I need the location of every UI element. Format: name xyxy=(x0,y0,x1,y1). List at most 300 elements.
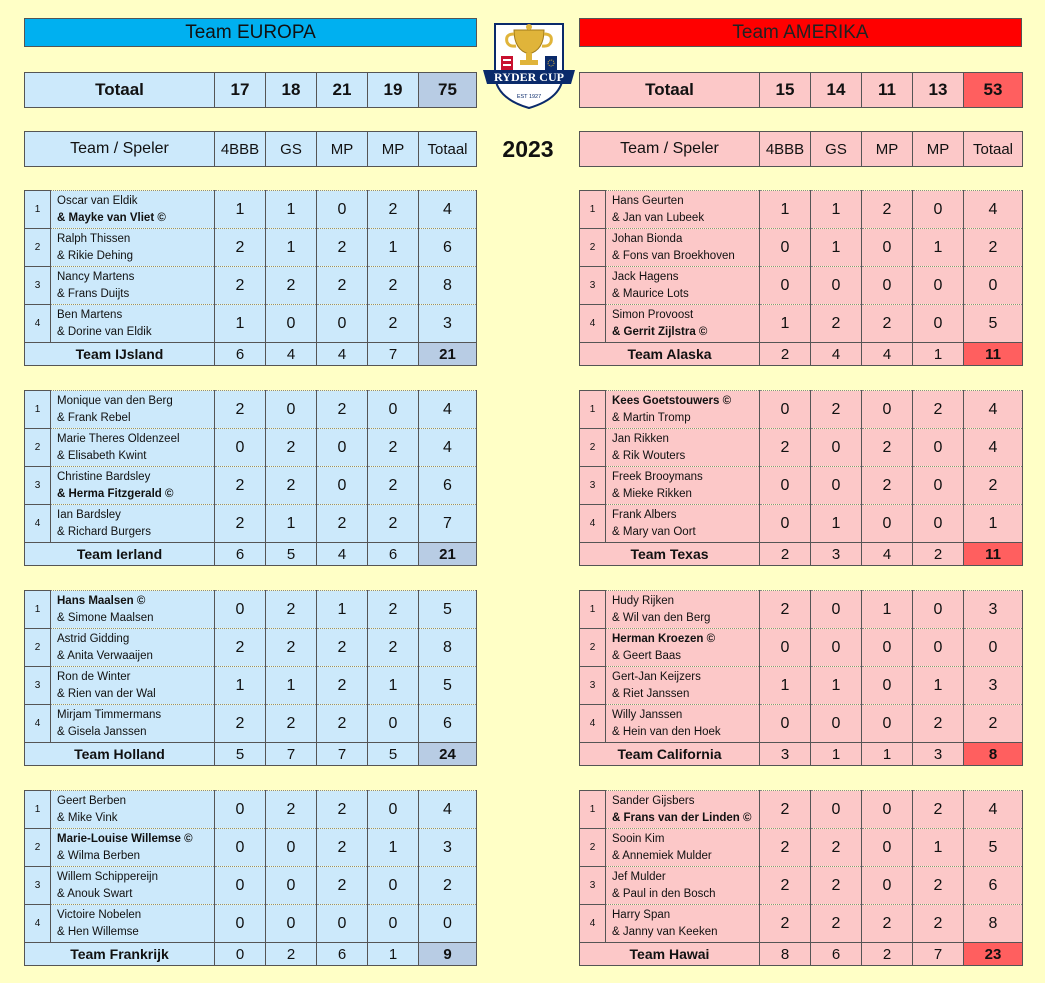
player-name: Oscar van Eldik xyxy=(57,195,138,207)
player-pair xyxy=(606,429,760,467)
score-cell: 2 xyxy=(760,867,811,905)
score-cell: 0 xyxy=(913,191,964,229)
table-row xyxy=(580,705,1023,743)
europe-team-table xyxy=(24,790,477,966)
pair-index: 3 xyxy=(25,267,51,305)
player-pair xyxy=(606,705,760,743)
team-sum-value: 4 xyxy=(811,343,862,366)
america-team-table xyxy=(579,390,1023,566)
score-cell: 1 xyxy=(913,667,964,705)
totaal-value: 13 xyxy=(913,73,964,108)
europe-team-table xyxy=(24,590,477,766)
team-sum-value: 4 xyxy=(862,343,913,366)
player-name: Herman Kroezen © xyxy=(612,633,716,645)
team-total: 21 xyxy=(419,343,477,366)
column-header: Totaal xyxy=(964,132,1023,167)
player-pair xyxy=(606,867,760,905)
totaal-value: 19 xyxy=(368,73,419,108)
pair-index: 1 xyxy=(580,191,606,229)
score-cell: 0 xyxy=(760,391,811,429)
pair-index: 4 xyxy=(25,305,51,343)
table-row xyxy=(25,829,477,867)
score-cell: 0 xyxy=(913,505,964,543)
score-cell: 2 xyxy=(368,467,419,505)
table-row xyxy=(580,391,1023,429)
team-sum-row xyxy=(25,943,477,966)
team-total: 23 xyxy=(964,943,1023,966)
score-cell: 2 xyxy=(913,791,964,829)
partner-name: & Jan van Lubeek xyxy=(612,211,705,224)
player-name: Freek Brooymans xyxy=(612,471,703,483)
partner-name: & Rikie Dehing xyxy=(57,249,134,262)
score-cell: 0 xyxy=(266,829,317,867)
table-row xyxy=(25,429,477,467)
row-total: 4 xyxy=(964,791,1023,829)
score-cell: 0 xyxy=(811,429,862,467)
score-cell: 1 xyxy=(215,191,266,229)
player-name: Frank Albers xyxy=(612,509,677,521)
score-cell: 2 xyxy=(317,629,368,667)
score-cell: 0 xyxy=(215,867,266,905)
score-cell: 0 xyxy=(913,429,964,467)
player-pair xyxy=(51,705,215,743)
score-cell: 0 xyxy=(368,791,419,829)
score-cell: 0 xyxy=(215,429,266,467)
row-total: 6 xyxy=(419,705,477,743)
score-cell: 0 xyxy=(913,267,964,305)
score-cell: 2 xyxy=(368,191,419,229)
team-sum-value: 5 xyxy=(266,543,317,566)
score-cell: 0 xyxy=(811,591,862,629)
score-cell: 0 xyxy=(760,467,811,505)
team-sum-value: 2 xyxy=(862,943,913,966)
score-cell: 2 xyxy=(317,791,368,829)
score-cell: 0 xyxy=(317,305,368,343)
pair-index: 2 xyxy=(25,829,51,867)
totaal-label: Totaal xyxy=(25,73,215,108)
score-cell: 2 xyxy=(811,305,862,343)
score-cell: 1 xyxy=(913,229,964,267)
score-cell: 1 xyxy=(317,591,368,629)
team-sum-value: 0 xyxy=(215,943,266,966)
america-team-table xyxy=(579,590,1023,766)
score-cell: 2 xyxy=(913,391,964,429)
score-cell: 2 xyxy=(862,305,913,343)
score-cell: 0 xyxy=(913,629,964,667)
partner-name: & Anouk Swart xyxy=(57,887,133,900)
pair-index: 2 xyxy=(25,629,51,667)
row-total: 8 xyxy=(419,629,477,667)
pair-index: 2 xyxy=(25,229,51,267)
team-sum-value: 1 xyxy=(862,743,913,766)
player-name: Simon Provoost xyxy=(612,309,694,321)
player-pair xyxy=(606,791,760,829)
player-pair xyxy=(51,429,215,467)
score-cell: 0 xyxy=(266,905,317,943)
team-sum-value: 1 xyxy=(368,943,419,966)
score-cell: 1 xyxy=(266,229,317,267)
partner-name: & Annemiek Mulder xyxy=(612,849,712,862)
team-name: Team Hawai xyxy=(580,943,760,966)
row-total: 0 xyxy=(964,629,1023,667)
column-header: GS xyxy=(811,132,862,167)
row-total: 6 xyxy=(419,229,477,267)
score-cell: 2 xyxy=(862,467,913,505)
player-name: Ron de Winter xyxy=(57,671,131,683)
table-row xyxy=(25,667,477,705)
score-cell: 0 xyxy=(811,467,862,505)
pair-index: 2 xyxy=(580,429,606,467)
table-row xyxy=(580,591,1023,629)
pair-index: 2 xyxy=(580,829,606,867)
score-cell: 0 xyxy=(862,391,913,429)
score-cell: 0 xyxy=(215,791,266,829)
score-cell: 0 xyxy=(317,429,368,467)
score-cell: 0 xyxy=(862,705,913,743)
player-pair xyxy=(51,667,215,705)
america-header-table xyxy=(579,131,1023,167)
row-total: 3 xyxy=(964,591,1023,629)
team-name: Team Texas xyxy=(580,543,760,566)
partner-name: & Mike Vink xyxy=(57,811,118,824)
score-cell: 0 xyxy=(266,867,317,905)
player-name: Victoire Nobelen xyxy=(57,909,142,921)
row-total: 8 xyxy=(419,267,477,305)
score-cell: 1 xyxy=(811,229,862,267)
score-cell: 2 xyxy=(811,391,862,429)
partner-name: & Mayke van Vliet © xyxy=(57,211,166,224)
pair-index: 3 xyxy=(25,467,51,505)
partner-name: & Wil van den Berg xyxy=(612,611,711,624)
partner-name: & Gerrit Zijlstra © xyxy=(612,325,708,338)
team-sum-value: 4 xyxy=(317,543,368,566)
team-total: 11 xyxy=(964,343,1023,366)
player-pair xyxy=(606,591,760,629)
column-header: MP xyxy=(862,132,913,167)
player-pair xyxy=(51,191,215,229)
pair-index: 4 xyxy=(580,905,606,943)
table-row xyxy=(580,229,1023,267)
pair-index: 1 xyxy=(580,591,606,629)
score-cell: 2 xyxy=(317,229,368,267)
partner-name: & Frans van der Linden © xyxy=(612,811,752,824)
column-header: Team / Speler xyxy=(580,132,760,167)
partner-name: & Elisabeth Kwint xyxy=(57,449,147,462)
row-total: 5 xyxy=(419,667,477,705)
score-cell: 2 xyxy=(368,629,419,667)
team-sum-value: 5 xyxy=(368,743,419,766)
score-cell: 1 xyxy=(215,667,266,705)
score-cell: 2 xyxy=(913,867,964,905)
totaal-value: 21 xyxy=(317,73,368,108)
table-row xyxy=(25,705,477,743)
score-cell: 1 xyxy=(811,667,862,705)
player-pair xyxy=(606,905,760,943)
score-cell: 0 xyxy=(266,305,317,343)
team-sum-value: 6 xyxy=(317,943,368,966)
pair-index: 1 xyxy=(25,391,51,429)
column-header: Team / Speler xyxy=(25,132,215,167)
pair-index: 1 xyxy=(25,791,51,829)
score-cell: 0 xyxy=(811,791,862,829)
row-total: 8 xyxy=(964,905,1023,943)
score-cell: 2 xyxy=(317,391,368,429)
table-row xyxy=(580,791,1023,829)
team-sum-row xyxy=(580,543,1023,566)
score-cell: 0 xyxy=(913,467,964,505)
score-cell: 1 xyxy=(368,667,419,705)
player-name: Jan Rikken xyxy=(612,433,669,445)
score-cell: 2 xyxy=(317,867,368,905)
score-cell: 1 xyxy=(368,829,419,867)
team-name: Team Holland xyxy=(25,743,215,766)
totaal-value: 14 xyxy=(811,73,862,108)
score-cell: 2 xyxy=(913,705,964,743)
row-total: 2 xyxy=(964,229,1023,267)
totaal-row xyxy=(25,73,477,108)
partner-name: & Hen Willemse xyxy=(57,925,139,938)
score-cell: 0 xyxy=(811,705,862,743)
pair-index: 2 xyxy=(580,629,606,667)
score-cell: 2 xyxy=(317,705,368,743)
score-cell: 0 xyxy=(760,629,811,667)
player-name: Nancy Martens xyxy=(57,271,135,283)
team-sum-row xyxy=(580,343,1023,366)
column-header: GS xyxy=(266,132,317,167)
row-total: 7 xyxy=(419,505,477,543)
player-name: Mirjam Timmermans xyxy=(57,709,162,721)
europe-header-table xyxy=(24,131,477,167)
pair-index: 4 xyxy=(580,305,606,343)
score-cell: 1 xyxy=(215,305,266,343)
row-total: 5 xyxy=(964,305,1023,343)
partner-name: & Herma Fitzgerald © xyxy=(57,487,174,500)
score-cell: 0 xyxy=(317,467,368,505)
score-cell: 2 xyxy=(317,667,368,705)
score-cell: 0 xyxy=(862,229,913,267)
team-sum-row xyxy=(25,343,477,366)
score-cell: 1 xyxy=(862,591,913,629)
score-cell: 2 xyxy=(266,267,317,305)
player-name: Jef Mulder xyxy=(612,871,666,883)
player-pair xyxy=(606,267,760,305)
score-cell: 2 xyxy=(368,305,419,343)
table-row xyxy=(25,305,477,343)
pair-index: 3 xyxy=(25,667,51,705)
partner-name: & Richard Burgers xyxy=(57,525,151,538)
table-row xyxy=(25,867,477,905)
team-sum-value: 1 xyxy=(913,343,964,366)
table-row xyxy=(580,629,1023,667)
table-row xyxy=(25,467,477,505)
score-cell: 0 xyxy=(811,629,862,667)
team-sum-value: 3 xyxy=(913,743,964,766)
score-cell: 0 xyxy=(760,705,811,743)
team-sum-row xyxy=(580,743,1023,766)
player-pair xyxy=(606,667,760,705)
score-cell: 0 xyxy=(368,905,419,943)
partner-name: & Rien van der Wal xyxy=(57,687,156,700)
player-pair xyxy=(51,467,215,505)
player-pair xyxy=(51,267,215,305)
player-name: Sooin Kim xyxy=(612,833,665,845)
player-name: Harry Span xyxy=(612,909,671,921)
player-name: Marie-Louise Willemse © xyxy=(57,833,193,845)
partner-name: & Geert Baas xyxy=(612,649,682,662)
pair-index: 3 xyxy=(580,267,606,305)
row-total: 4 xyxy=(964,391,1023,429)
score-cell: 2 xyxy=(368,591,419,629)
pair-index: 4 xyxy=(25,905,51,943)
table-row xyxy=(580,467,1023,505)
row-total: 6 xyxy=(419,467,477,505)
team-name: Team California xyxy=(580,743,760,766)
player-pair xyxy=(51,791,215,829)
score-cell: 0 xyxy=(913,305,964,343)
table-row xyxy=(580,867,1023,905)
row-total: 2 xyxy=(964,705,1023,743)
partner-name: & Hein van den Hoek xyxy=(612,725,721,738)
logo-text: RYDER CUP xyxy=(494,70,564,84)
player-pair xyxy=(606,829,760,867)
score-cell: 2 xyxy=(215,467,266,505)
team-name: Team Ierland xyxy=(25,543,215,566)
score-cell: 0 xyxy=(266,391,317,429)
score-cell: 0 xyxy=(215,591,266,629)
table-row xyxy=(580,429,1023,467)
column-header: MP xyxy=(913,132,964,167)
score-cell: 2 xyxy=(317,829,368,867)
column-header: Totaal xyxy=(419,132,477,167)
team-total: 8 xyxy=(964,743,1023,766)
score-cell: 2 xyxy=(266,791,317,829)
pair-index: 1 xyxy=(25,591,51,629)
score-cell: 2 xyxy=(266,705,317,743)
score-cell: 0 xyxy=(368,705,419,743)
partner-name: & Rik Wouters xyxy=(612,449,686,462)
header-row xyxy=(580,132,1023,167)
score-cell: 2 xyxy=(760,791,811,829)
team-sum-row xyxy=(580,943,1023,966)
totaal-grand-total: 75 xyxy=(419,73,477,108)
score-cell: 2 xyxy=(862,191,913,229)
score-cell: 0 xyxy=(862,829,913,867)
player-pair xyxy=(606,305,760,343)
partner-name: & Riet Janssen xyxy=(612,687,690,700)
player-name: Jack Hagens xyxy=(612,271,679,283)
year-label: 2023 xyxy=(502,136,554,162)
pair-index: 4 xyxy=(580,705,606,743)
score-cell: 2 xyxy=(266,429,317,467)
table-row xyxy=(580,191,1023,229)
team-sum-value: 2 xyxy=(913,543,964,566)
team-sum-value: 6 xyxy=(368,543,419,566)
score-cell: 2 xyxy=(811,867,862,905)
totaal-value: 11 xyxy=(862,73,913,108)
row-total: 3 xyxy=(419,829,477,867)
totaal-value: 15 xyxy=(760,73,811,108)
player-name: Ralph Thissen xyxy=(57,233,131,245)
score-cell: 2 xyxy=(266,467,317,505)
score-cell: 2 xyxy=(760,829,811,867)
row-total: 0 xyxy=(964,267,1023,305)
score-cell: 2 xyxy=(266,591,317,629)
score-cell: 2 xyxy=(215,229,266,267)
score-cell: 1 xyxy=(811,191,862,229)
europe-team-table xyxy=(24,190,477,366)
player-name: Astrid Gidding xyxy=(57,633,130,645)
score-cell: 2 xyxy=(760,429,811,467)
score-cell: 2 xyxy=(368,429,419,467)
score-cell: 0 xyxy=(913,591,964,629)
score-cell: 2 xyxy=(215,391,266,429)
player-pair xyxy=(51,905,215,943)
score-cell: 0 xyxy=(760,267,811,305)
row-total: 0 xyxy=(419,905,477,943)
row-total: 3 xyxy=(964,667,1023,705)
score-cell: 2 xyxy=(266,629,317,667)
player-name: Hans Maalsen © xyxy=(57,595,146,607)
player-name: Hans Geurten xyxy=(612,195,684,207)
table-row xyxy=(25,229,477,267)
table-row xyxy=(25,591,477,629)
score-cell: 0 xyxy=(862,791,913,829)
row-total: 5 xyxy=(419,591,477,629)
row-total: 4 xyxy=(419,791,477,829)
score-cell: 0 xyxy=(760,229,811,267)
row-total: 2 xyxy=(419,867,477,905)
team-sum-value: 4 xyxy=(317,343,368,366)
team-sum-value: 1 xyxy=(811,743,862,766)
player-name: Sander Gijsbers xyxy=(612,795,695,807)
score-cell: 0 xyxy=(215,905,266,943)
player-pair xyxy=(606,229,760,267)
team-name: Team IJsland xyxy=(25,343,215,366)
team-sum-value: 3 xyxy=(760,743,811,766)
player-name: Willy Janssen xyxy=(612,709,683,721)
partner-name: & Frank Rebel xyxy=(57,411,131,424)
team-sum-value: 5 xyxy=(215,743,266,766)
row-total: 1 xyxy=(964,505,1023,543)
player-name: Ben Martens xyxy=(57,309,123,321)
score-cell: 0 xyxy=(862,667,913,705)
score-cell: 1 xyxy=(760,667,811,705)
score-cell: 1 xyxy=(266,667,317,705)
player-pair xyxy=(606,391,760,429)
row-total: 4 xyxy=(419,191,477,229)
score-cell: 0 xyxy=(862,629,913,667)
team-sum-value: 6 xyxy=(811,943,862,966)
table-row xyxy=(580,667,1023,705)
score-cell: 2 xyxy=(215,267,266,305)
partner-name: & Anita Verwaaijen xyxy=(57,649,153,662)
partner-name: & Paul in den Bosch xyxy=(612,887,716,900)
team-total: 11 xyxy=(964,543,1023,566)
team-sum-value: 2 xyxy=(760,343,811,366)
player-name: Gert-Jan Keijzers xyxy=(612,671,701,683)
team-sum-row xyxy=(25,743,477,766)
score-cell: 2 xyxy=(215,505,266,543)
table-row xyxy=(25,191,477,229)
player-pair xyxy=(606,467,760,505)
pair-index: 2 xyxy=(580,229,606,267)
player-name: Geert Berben xyxy=(57,795,127,807)
team-sum-value: 4 xyxy=(266,343,317,366)
row-total: 4 xyxy=(964,429,1023,467)
table-row xyxy=(25,791,477,829)
team-sum-value: 6 xyxy=(215,543,266,566)
player-pair xyxy=(51,591,215,629)
